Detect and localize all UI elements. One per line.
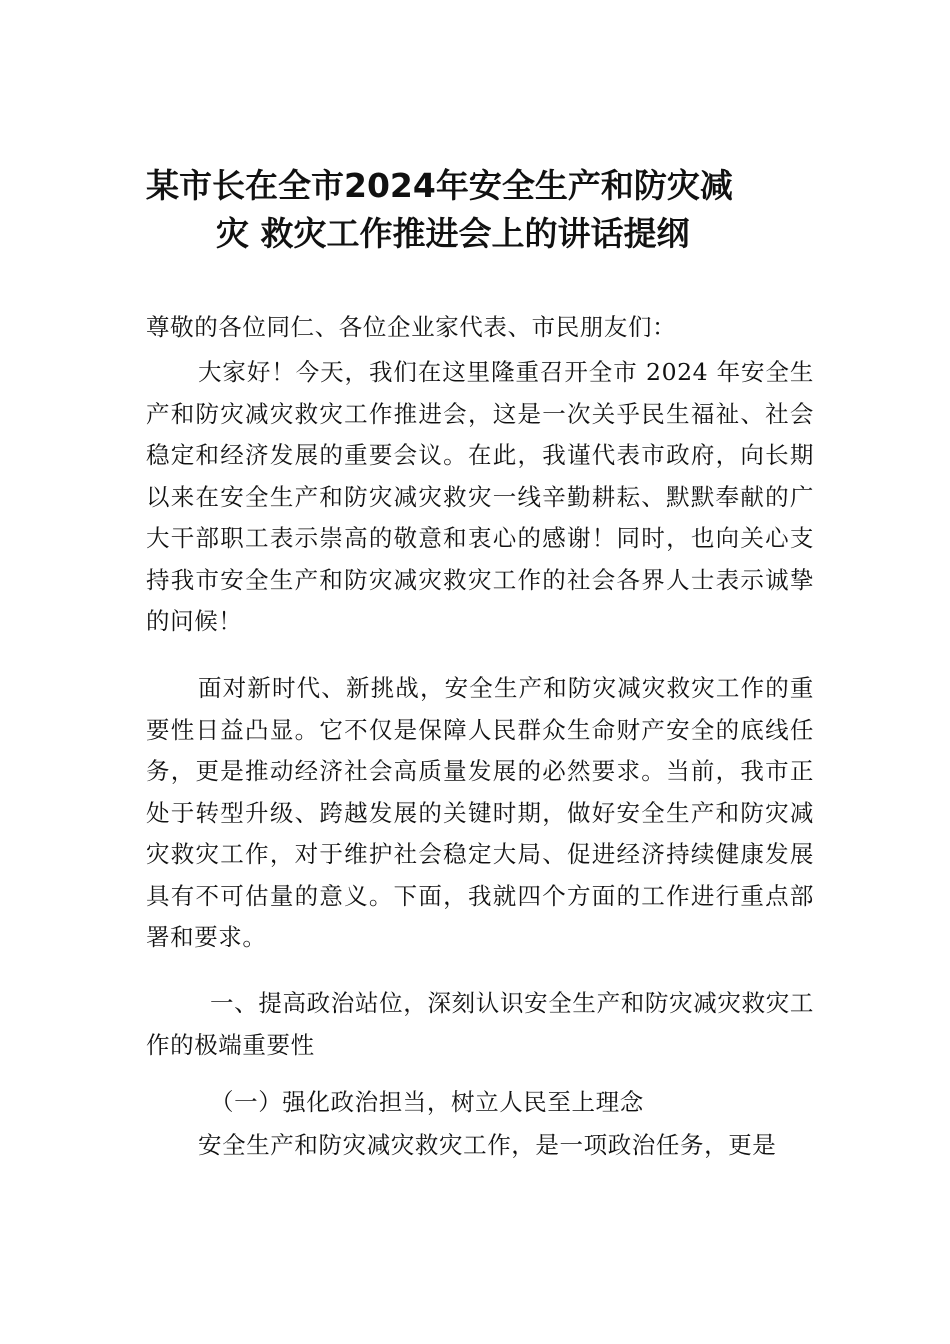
title-line-2: 灾 救灾工作推进会上的讲话提纲 (216, 214, 690, 253)
title-line-1: 某市长在全市2024年安全生产和防灾减 (146, 166, 733, 205)
document-title (146, 162, 896, 210)
paragraph-section-start: 安全生产和防灾减灾救灾工作，是一项政治任务，更是 (198, 1131, 777, 1159)
document-title-continued (216, 210, 950, 258)
paragraph-opening: 大家好！今天，我们在这里隆重召开全市 2024 年安全生产和防灾减灾救灾工作推进会，这是一次关乎民生福祉、社会稳定和经济发展的重要会议。在此，我谨代表市政府，向长期以来在安全生产和防灾减灾救灾一线辛勤耕耘、默默奉献的广大干部职工表示崇高的敬意和衷心的感谢！同时，也向关心支持我市安全生产和防灾减灾救灾工作的社会各界人士表示诚挚的问候！ (146, 358, 814, 635)
section-heading: 一、提高政治站位，深刻认识安全生产和防灾减灾救灾工作的极端重要性 (146, 989, 814, 1059)
paragraph-context: 面对新时代、新挑战，安全生产和防灾减灾救灾工作的重要性日益凸显。它不仅是保障人民群众生命财产安全的底线任务，更是推动经济社会高质量发展的必然要求。当前，我市正处于转型升级、跨越发展的关键时期，做好安全生产和防灾减灾救灾工作，对于维护社会稳定大局、促进经济持续健康发展具有不可估量的意义。下面，我就四个方面的工作进行重点部署和要求。 (146, 674, 814, 951)
subsection-heading: （一）强化政治担当，树立人民至上理念 (210, 1088, 644, 1116)
salutation: 尊敬的各位同仁、各位企业家代表、市民朋友们： (146, 313, 677, 341)
